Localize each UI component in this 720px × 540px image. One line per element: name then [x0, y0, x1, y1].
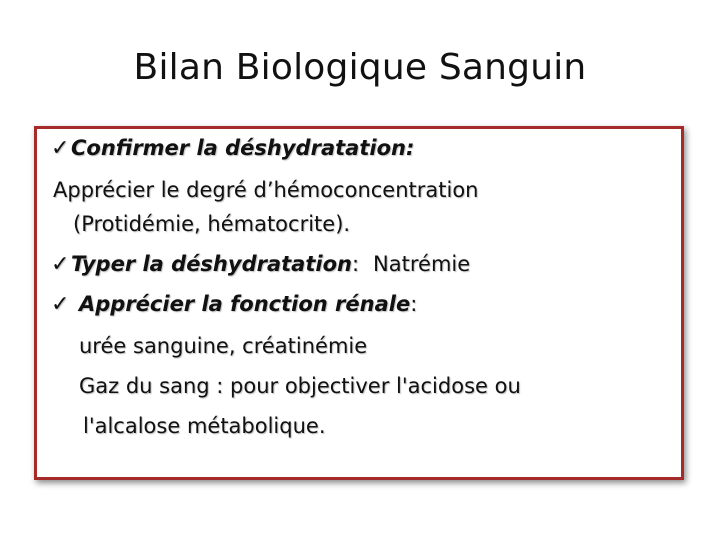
line-gaz-du-sang: Gaz du sang : pour objectiver l'acidose ou: [79, 374, 521, 398]
line-protidemie: (Protidémie, hématocrite).: [73, 212, 351, 236]
line-uree: urée sanguine, créatinémie: [79, 334, 368, 358]
line-hemoconcentration: Apprécier le degré d’hémoconcentration: [53, 178, 479, 202]
bullet-confirm-text: Confirmer la déshydratation:: [71, 136, 415, 160]
bullet-typer-colon: :: [351, 252, 360, 276]
slide-title: Bilan Biologique Sanguin: [133, 47, 587, 88]
bullet-renale: [51, 289, 417, 320]
bullet-typer-text: Typer la déshydratation: [71, 252, 352, 276]
bullet-typer-value: Natrémie: [373, 252, 471, 276]
line-alcalose: l'alcalose métabolique.: [83, 414, 326, 438]
bullet-typer: [51, 249, 470, 280]
bullet-renale-text: Apprécier la fonction rénale: [79, 292, 411, 316]
bullet-renale-colon: :: [410, 292, 418, 316]
content-box: [34, 126, 684, 480]
bullet-confirm: [51, 133, 414, 164]
checkmark-icon: ✓: [51, 252, 70, 277]
checkmark-icon: ✓: [51, 292, 70, 317]
checkmark-icon: ✓: [51, 136, 70, 161]
